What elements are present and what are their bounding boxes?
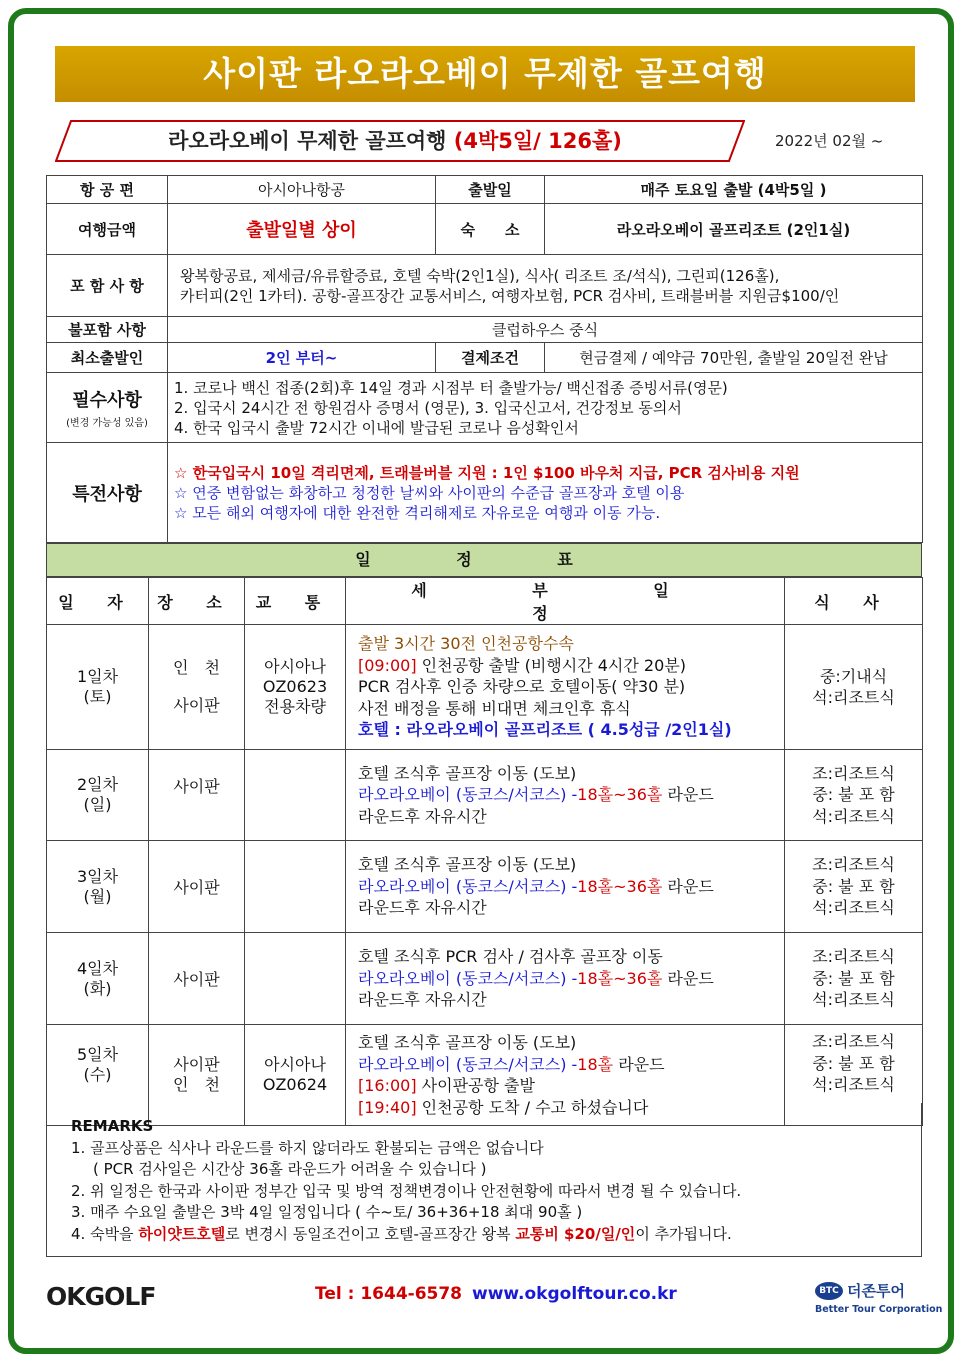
remarks-box — [46, 1103, 922, 1257]
schedule-row-day1 — [47, 625, 923, 750]
detail-line: 라운드후 자유시간 — [358, 898, 487, 918]
payment-label: 결제조건 — [436, 343, 545, 373]
required-value — [168, 373, 923, 443]
meal: 석:리조트식 — [812, 806, 895, 826]
remarks-line: 2. 위 일정은 한국과 사이판 정부간 입국 및 방역 정책변경이나 안전현황에 따라서 변경 될 수 있습니다. — [71, 1181, 742, 1200]
price-label: 여행금액 — [47, 204, 168, 255]
btc-badge: BTC — [815, 1282, 843, 1300]
included-line: 카터피(2인 1카터). 공항-골프장간 교통서비스, 여행자보험, PCR 검사비, 트래블버블 지원금$100/인 — [180, 286, 840, 305]
detail-line: 호텔 조식후 골프장 이동 (도보) — [358, 855, 577, 875]
airline-label: 항 공 편 — [47, 176, 168, 204]
place-cell — [149, 625, 245, 750]
btc-name: 더존투어 — [847, 1282, 905, 1300]
included-line: 왕복항공료, 제세금/유류할증료, 호텔 숙박(2인1실), 식사( 리조트 조/석식), 그린피(126홀), — [180, 266, 780, 285]
transport-cell — [245, 841, 346, 933]
subtitle — [55, 120, 735, 162]
transport: OZ0624 — [262, 1075, 328, 1094]
detail-line — [358, 968, 778, 990]
place: 사이판 — [149, 841, 245, 933]
detail-text: 인천공항 출발 (비행시간 4시간 20분) — [416, 655, 686, 675]
valid-date: 2022년 02월 ~ — [775, 132, 884, 150]
btc-tagline: Better Tour Corporation — [815, 1304, 943, 1315]
transport: 아시아나 — [264, 1055, 326, 1074]
transport-cell — [245, 625, 346, 750]
min-departure-label: 최소출발인 — [47, 343, 168, 373]
required-line: 4. 한국 입국시 출발 72시간 이내에 발급된 코로나 음성확인서 — [174, 418, 579, 437]
schedule-table — [46, 577, 923, 1126]
meal: 석:리조트식 — [812, 990, 895, 1010]
day-number: 3일차 — [76, 866, 119, 886]
meal: 조:리조트식 — [812, 1032, 895, 1051]
footer-phone: Tel : 1644-6578 — [315, 1284, 463, 1304]
day-cell — [47, 750, 149, 841]
day-of-week: (일) — [83, 795, 112, 814]
remarks-highlight: 교통비 $20/일/인 — [515, 1224, 636, 1243]
logo-golf-text: GOLF — [84, 1282, 156, 1311]
holes: 18홀~36홀 — [577, 968, 663, 988]
detail-line: 라운드후 자유시간 — [358, 806, 487, 826]
meal: 석:리조트식 — [812, 1075, 895, 1094]
transport-cell — [245, 750, 346, 841]
detail-line: 호텔 조식후 PCR 검사 / 검사후 골프장 이동 — [358, 947, 663, 967]
meal: 중: 불 포 함 — [812, 968, 895, 988]
holes: 18홀~36홀 — [577, 785, 663, 805]
remarks-text: 로 변경시 동일조건이고 호텔-골프장간 왕복 — [225, 1224, 516, 1243]
round-label: 라운드 — [662, 785, 714, 805]
place: 사이판 — [149, 933, 245, 1025]
included-label: 포 함 사 항 — [47, 255, 168, 317]
detail-text: 인천공항 도착 / 수고 하셨습니다 — [416, 1097, 649, 1117]
day-number: 5일차 — [76, 1045, 119, 1064]
meal: 조:리조트식 — [812, 763, 895, 783]
place: 인 천 — [173, 658, 220, 677]
lodging-value: 라오라오베이 골프리조트 (2인1실) — [545, 204, 923, 255]
detail-line — [358, 876, 778, 898]
col-header-transport: 교 통 — [245, 578, 346, 625]
remarks-highlight: 하이얏트호텔 — [138, 1224, 226, 1243]
perks-value — [168, 443, 923, 543]
logo-ok-text: OK — [46, 1282, 85, 1311]
detail-line — [358, 655, 778, 677]
excluded-label: 불포함 사항 — [47, 317, 168, 343]
remarks-line: 3. 매주 수요일 출발은 3박 4일 일정입니다 ( 수~토/ 36+36+18 최대 90홀 ) — [71, 1203, 583, 1221]
place: 인 천 — [173, 1075, 220, 1094]
transport: OZ0623 — [262, 677, 328, 696]
time-badge: [09:00] — [358, 655, 417, 675]
okgolf-logo — [46, 1282, 155, 1311]
btc-logo — [815, 1280, 942, 1315]
meal-cell — [785, 933, 923, 1025]
day-number: 1일차 — [76, 667, 119, 686]
day-cell — [47, 625, 149, 750]
detail-line: 출발 3시간 30전 인천공항수속 — [358, 634, 574, 654]
airline-value: 아시아나항공 — [168, 176, 436, 204]
required-line: 2. 입국시 24시간 전 항원검사 증명서 (영문), 3. 입국신고서, 건강정보 동의서 — [174, 398, 682, 417]
footer-website-link[interactable]: www.okgolftour.co.kr — [472, 1284, 677, 1304]
place: 사이판 — [149, 750, 245, 841]
holes: 18홀~36홀 — [577, 876, 663, 896]
perk-line: ☆ 모든 해외 여행자에 대한 완전한 격리해제로 자유로운 여행과 이동 가능. — [174, 503, 661, 522]
detail-line: 라운드후 자유시간 — [358, 990, 487, 1010]
meal: 조:리조트식 — [812, 947, 895, 967]
remarks-text: 이 추가됩니다. — [635, 1224, 732, 1243]
meal: 중: 불 포 함 — [812, 785, 895, 805]
remarks-line: 1. 골프상품은 식사나 라운드를 하지 않더라도 환불되는 금액은 없습니다 — [71, 1138, 544, 1157]
remarks-text: 4. 숙박을 — [71, 1224, 139, 1243]
schedule-row-day4 — [47, 933, 923, 1025]
schedule-row-day2 — [47, 750, 923, 841]
detail-line: PCR 검사후 인증 차량으로 호텔이동( 약30 분) — [358, 677, 686, 697]
meal: 중: 불 포 함 — [812, 1053, 895, 1073]
day-cell — [47, 933, 149, 1025]
detail-line: 호텔 조식후 골프장 이동 (도보) — [358, 763, 577, 783]
banner-title: 사이판 라오라오베이 무제한 골프여행 — [55, 46, 915, 102]
round-label: 라운드 — [662, 968, 714, 988]
col-header-place: 장 소 — [149, 578, 245, 625]
meal: 중: 불 포 함 — [812, 876, 895, 896]
meal-cell — [785, 841, 923, 933]
detail-line: 호텔 : 라오라오베이 골프리조트 ( 4.5성급 /2인1실) — [358, 720, 732, 740]
required-line: 1. 코로나 백신 접종(2회)후 14일 경과 시점부 터 출발가능/ 백신접종 증빙서류(영문) — [174, 378, 728, 397]
dash: - — [566, 1054, 578, 1074]
transport: 전용차량 — [264, 697, 326, 716]
departure-label: 출발일 — [436, 176, 545, 204]
day-number: 4일차 — [76, 958, 119, 978]
perks-label: 특전사항 — [47, 443, 168, 543]
meal: 석:리조트식 — [812, 898, 895, 918]
course-name: 라오라오베이 (동코스/서코스) — [358, 785, 567, 805]
schedule-row-day3 — [47, 841, 923, 933]
transport: 아시아나 — [264, 657, 326, 676]
meal-cell — [785, 625, 923, 750]
detail-cell — [346, 625, 785, 750]
payment-value: 현금결제 / 예약금 70만원, 출발일 20일전 완납 — [545, 343, 923, 373]
remarks-line — [71, 1224, 897, 1246]
dash: - — [566, 968, 578, 988]
meal: 중:기내식 — [819, 666, 888, 686]
dash: - — [566, 876, 578, 896]
required-label-cell — [47, 373, 168, 443]
day-number: 2일차 — [76, 775, 119, 794]
subtitle-main: 라오라오베이 무제한 골프여행 — [168, 129, 447, 153]
round-label: 라운드 — [613, 1054, 665, 1074]
day-of-week: (수) — [83, 1065, 112, 1084]
subtitle-box — [55, 120, 745, 162]
min-departure-value: 2인 부터~ — [168, 343, 436, 373]
detail-cell — [346, 750, 785, 841]
day-of-week: (화) — [83, 978, 112, 998]
meal: 석:리조트식 — [812, 688, 895, 707]
schedule-title: 일 정 표 — [46, 543, 922, 577]
included-value — [168, 255, 923, 317]
detail-cell — [346, 933, 785, 1025]
place: 사이판 — [173, 696, 220, 715]
round-label: 라운드 — [662, 876, 714, 896]
col-header-day: 일 자 — [47, 578, 149, 625]
day-cell — [47, 841, 149, 933]
meal: 조:리조트식 — [812, 855, 895, 875]
required-label: 필수사항 — [72, 390, 142, 411]
price-value: 출발일별 상이 — [168, 204, 436, 255]
day-of-week: (월) — [83, 886, 112, 906]
time-badge: [19:40] — [358, 1097, 417, 1117]
detail-line — [358, 1054, 778, 1076]
col-header-meal: 식 사 — [785, 578, 923, 625]
detail-text: 사이판공항 출발 — [416, 1076, 535, 1095]
detail-line: 사전 배정을 통해 비대면 체크인후 휴식 — [358, 698, 631, 718]
detail-line — [358, 1075, 778, 1097]
perk-line: ☆ 한국입국시 10일 격리면제, 트래블버블 지원 : 1인 $100 바우처 지급, PCR 검사비용 지원 — [174, 463, 800, 482]
course-name: 라오라오베이 (동코스/서코스) — [358, 876, 567, 896]
detail-line — [358, 784, 778, 806]
lodging-label: 숙 소 — [436, 204, 545, 255]
col-header-detail: 세 부 일 정 — [346, 578, 785, 625]
holes: 18홀 — [577, 1054, 614, 1074]
day-of-week: (토) — [83, 687, 112, 706]
time-badge: [16:00] — [358, 1076, 417, 1095]
subtitle-highlight: (4박5일/ 126홀) — [453, 129, 622, 153]
remarks-line: ( PCR 검사일은 시간상 36홀 라운드가 어려울 수 있습니다 ) — [93, 1160, 487, 1178]
info-table — [46, 175, 923, 543]
transport-cell — [245, 933, 346, 1025]
place: 사이판 — [173, 1055, 220, 1074]
dash: - — [566, 785, 578, 805]
departure-value: 매주 토요일 출발 (4박5일 ) — [545, 176, 923, 204]
excluded-value: 클럽하우스 중식 — [168, 317, 923, 343]
detail-cell — [346, 841, 785, 933]
course-name: 라오라오베이 (동코스/서코스) — [358, 1054, 567, 1074]
meal-cell — [785, 750, 923, 841]
required-note: (변경 가능성 있음) — [66, 418, 148, 429]
course-name: 라오라오베이 (동코스/서코스) — [358, 968, 567, 988]
perk-line: ☆ 연중 변함없는 화창하고 청정한 날씨와 사이판의 수준급 골프장과 호텔 이용 — [174, 483, 685, 502]
detail-line: 호텔 조식후 골프장 이동 (도보) — [358, 1033, 577, 1052]
remarks-title: REMARKS — [71, 1117, 154, 1135]
